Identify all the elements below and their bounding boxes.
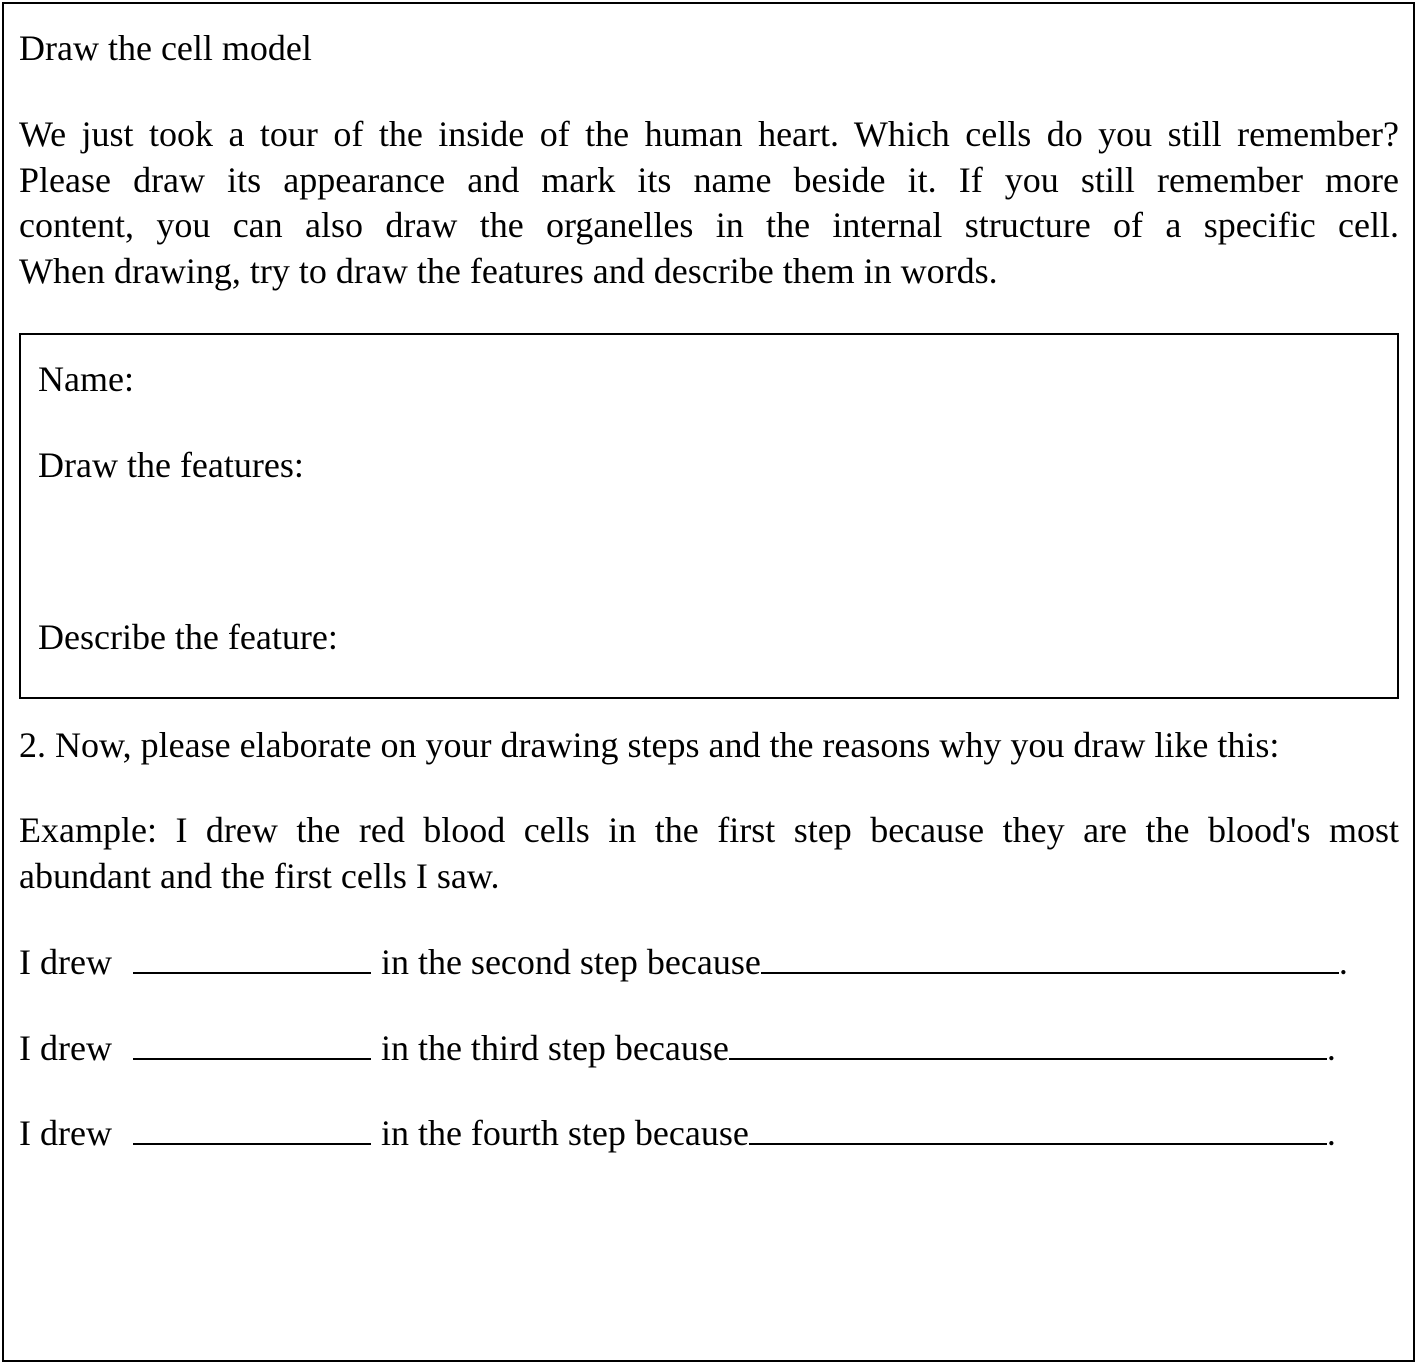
fill-row-fourth-step [19, 1111, 1336, 1156]
reason-blank[interactable] [729, 1028, 1327, 1060]
question-2: 2. Now, please elaborate on your drawing steps and the reasons why you draw like this: [19, 725, 1280, 765]
example-paragraph [19, 808, 1399, 899]
intro-line: When drawing, try to draw the features and describe them in words. [19, 250, 998, 291]
fill-row-second-step [19, 940, 1348, 985]
fill-row-third-step [19, 1026, 1336, 1071]
fill-end: . [1338, 942, 1348, 982]
fill-prefix: I drew [19, 942, 112, 982]
example-line: abundant and the first cells I saw. [19, 855, 500, 896]
drawing-box[interactable] [19, 333, 1399, 699]
example-line: Example: I drew the red blood cells in the first step because they are the blood's most [19, 810, 1399, 850]
describe-feature-label: Describe the feature: [38, 617, 338, 657]
intro-line: We just took a tour of the inside of the human heart. Which cells do you still remember? [19, 114, 1399, 154]
draw-features-label: Draw the features: [38, 445, 304, 485]
fill-middle: in the fourth step because [380, 1113, 749, 1153]
intro-line: Please draw its appearance and mark its name beside it. If you still remember more [19, 159, 1399, 200]
fill-prefix: I drew [19, 1113, 112, 1153]
fill-middle: in the second step because [380, 942, 761, 982]
worksheet-title: Draw the cell model [19, 28, 312, 68]
fill-middle: in the third step because [380, 1028, 729, 1068]
cell-name-blank[interactable] [133, 1028, 371, 1060]
fill-end: . [1326, 1028, 1336, 1068]
fill-end: . [1326, 1113, 1336, 1153]
intro-paragraph [19, 112, 1399, 294]
cell-name-blank[interactable] [133, 1113, 371, 1145]
intro-line: content, you can also draw the organelles in the internal structure of a specific cell. [19, 205, 1399, 245]
name-label: Name: [38, 359, 134, 399]
reason-blank[interactable] [761, 942, 1339, 974]
cell-name-blank[interactable] [133, 942, 371, 974]
reason-blank[interactable] [749, 1113, 1327, 1145]
fill-prefix: I drew [19, 1028, 112, 1068]
